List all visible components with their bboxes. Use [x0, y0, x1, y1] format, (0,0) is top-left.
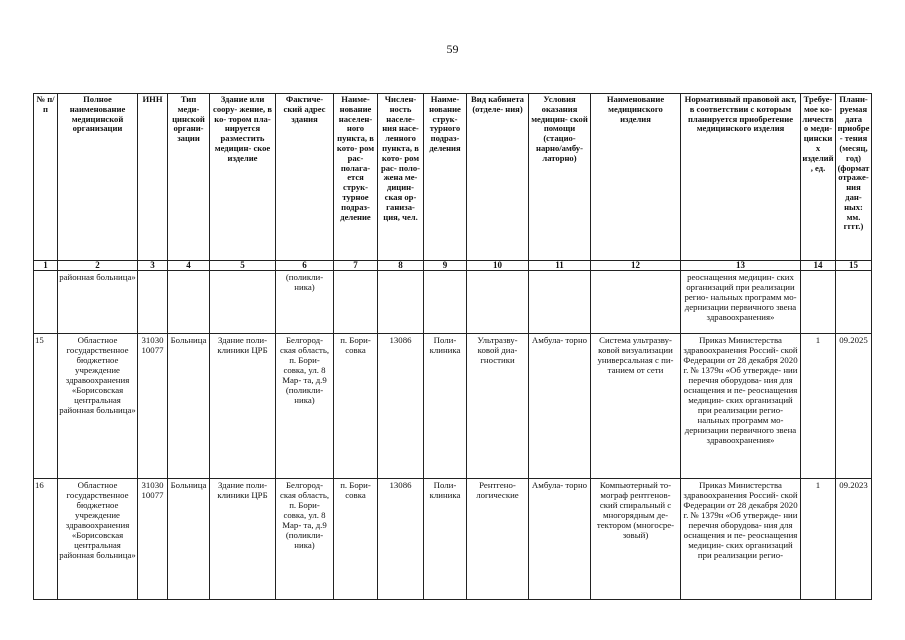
table-cell — [334, 271, 378, 334]
organization-type: Больница — [168, 479, 210, 600]
header-cell: Вид кабинета (отделе- ния) — [467, 94, 529, 261]
table-cell — [467, 271, 529, 334]
header-row — [34, 94, 872, 261]
address-cell: Белгород- ская область, п. Бори- совка, ул. 8 Мар- та, д.9 (поликли- ника) — [276, 479, 334, 600]
table-cell — [424, 271, 467, 334]
subdivision-cell: Поли- клиника — [424, 334, 467, 479]
header-cell: Наименование медицинского изделия — [591, 94, 681, 261]
header-cell: ИНН — [138, 94, 168, 261]
table-cell — [34, 271, 58, 334]
table-cell: районная больница» — [58, 271, 138, 334]
table-cell — [210, 271, 276, 334]
column-number: 15 — [836, 261, 872, 271]
table-cell — [529, 271, 591, 334]
table-cell — [591, 271, 681, 334]
building-cell: Здание поли- клиники ЦРБ — [210, 334, 276, 479]
settlement-cell: п. Бори- совка — [334, 334, 378, 479]
column-number: 10 — [467, 261, 529, 271]
column-number: 5 — [210, 261, 276, 271]
header-cell: Здание или соору- жение, в ко- тором пла- нируется разместить медицин- ское изделие — [210, 94, 276, 261]
column-number: 12 — [591, 261, 681, 271]
table-cell — [138, 271, 168, 334]
table-row — [34, 334, 872, 479]
header-cell: Требуе- мое ко- личество меди- цинских изделий, ед. — [801, 94, 836, 261]
column-number: 13 — [681, 261, 801, 271]
column-number: 11 — [529, 261, 591, 271]
inn-cell: 31030 10077 — [138, 334, 168, 479]
column-number: 1 — [34, 261, 58, 271]
population-cell: 13086 — [378, 479, 424, 600]
legal-act-cell: Приказ Министерства здравоохранения Россий- ской Федерации от 28 декабря 2020 г. № 1379н «Об утвержде- нии перечня оборудова- ния для оснащения и пе- реоснащения медицин- ских организаций при реализации регио- — [681, 479, 801, 600]
organization-name: Областное государственное бюджетное учреждение здравоохранения «Борисовская центральная районная больница» — [58, 334, 138, 479]
header-cell: Наиме- нование струк- турного подраз- деления — [424, 94, 467, 261]
column-number-row — [34, 261, 872, 271]
column-number: 8 — [378, 261, 424, 271]
table-cell — [378, 271, 424, 334]
inn-cell: 31030 10077 — [138, 479, 168, 600]
row-number: 15 — [34, 334, 58, 479]
header-cell: Фактиче- ский адрес здания — [276, 94, 334, 261]
continuation-row — [34, 271, 872, 334]
column-number: 7 — [334, 261, 378, 271]
table-cell: (поликли- ника) — [276, 271, 334, 334]
page-number: 59 — [446, 42, 459, 56]
table-cell — [168, 271, 210, 334]
column-number: 4 — [168, 261, 210, 271]
device-cell: Система ультразву- ковой визуализации универсальная с пи- танием от сети — [591, 334, 681, 479]
quantity-cell: 1 — [801, 334, 836, 479]
population-cell: 13086 — [378, 334, 424, 479]
column-number: 2 — [58, 261, 138, 271]
subdivision-cell: Поли- клиника — [424, 479, 467, 600]
table-cell: реоснащения медицин- ских организаций при реализации регио- нальных программ мо- дернизации первичного звена здравоохранения» — [681, 271, 801, 334]
table-row — [34, 479, 872, 600]
table-cell — [801, 271, 836, 334]
header-cell: Условия оказания медицин- ской помощи (стацио- нарно/амбу- латорно) — [529, 94, 591, 261]
date-cell: 09.2023 — [836, 479, 872, 600]
device-cell: Компьютерный то- мограф рентгенов- ский спиральный с многорядным де- тектором (многосре- зовый) — [591, 479, 681, 600]
header-cell: Наиме- нование населен- ного пункта, в кото- ром рас- полага- ется струк- турное подраз- деление — [334, 94, 378, 261]
header-cell: Плани- руемая дата приобре- тения (месяц, год) (формат отраже- ния дан- ных: мм. гггг.) — [836, 94, 872, 261]
column-number: 6 — [276, 261, 334, 271]
column-number: 14 — [801, 261, 836, 271]
quantity-cell: 1 — [801, 479, 836, 600]
equipment-table — [33, 93, 872, 600]
header-cell: Числен- ность населе- ния насе- ленного пункта, в кото- ром рас- поло- жена ме- дицин- ская ор- ганиза- ция, чел. — [378, 94, 424, 261]
header-cell: Полное наименование медицинской организации — [58, 94, 138, 261]
conditions-cell: Амбула- торно — [529, 334, 591, 479]
row-number: 16 — [34, 479, 58, 600]
header-cell: Нормативный правовой акт, в соответствии с которым планируется приобретение медицинского изделия — [681, 94, 801, 261]
settlement-cell: п. Бори- совка — [334, 479, 378, 600]
legal-act-cell: Приказ Министерства здравоохранения Россий- ской Федерации от 28 декабря 2020 г. № 1379н «Об утвержде- нии перечня оборудова- ния для оснащения и пе- реоснащения медицин- ских организаций при реализации регио- нальных программ мо- дернизации первичного звена здравоохранения» — [681, 334, 801, 479]
building-cell: Здание поли- клиники ЦРБ — [210, 479, 276, 600]
column-number: 9 — [424, 261, 467, 271]
header-cell: № п/п — [34, 94, 58, 261]
date-cell: 09.2025 — [836, 334, 872, 479]
organization-name: Областное государственное бюджетное учреждение здравоохранения «Борисовская центральная районная больница» — [58, 479, 138, 600]
header-cell: Тип меди- цинской органи- зации — [168, 94, 210, 261]
column-number: 3 — [138, 261, 168, 271]
organization-type: Больница — [168, 334, 210, 479]
cabinet-cell: Рентгено- логические — [467, 479, 529, 600]
cabinet-cell: Ультразву- ковой диа- гностики — [467, 334, 529, 479]
table-cell — [836, 271, 872, 334]
conditions-cell: Амбула- торно — [529, 479, 591, 600]
address-cell: Белгород- ская область, п. Бори- совка, ул. 8 Мар- та, д.9 (поликли- ника) — [276, 334, 334, 479]
